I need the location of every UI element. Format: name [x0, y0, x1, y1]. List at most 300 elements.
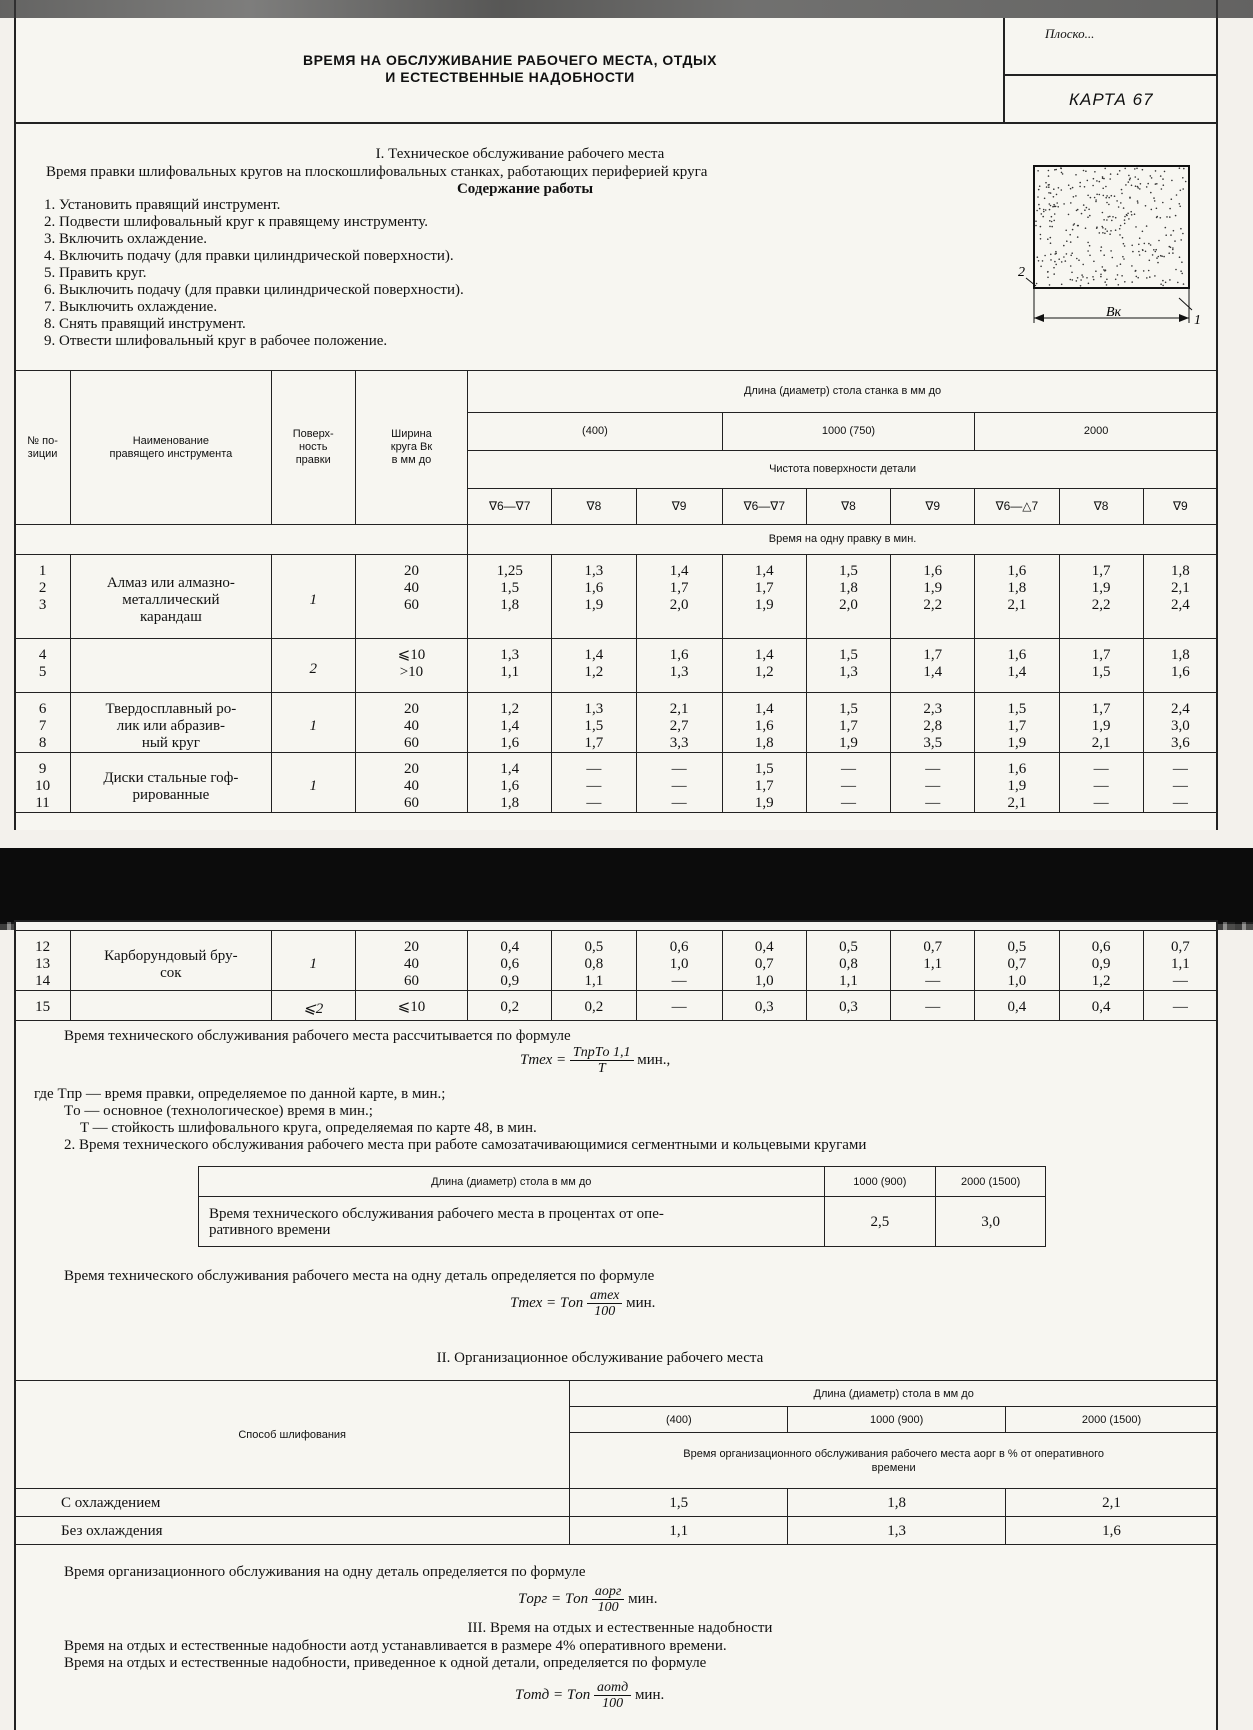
- abrasive-dot: [1038, 204, 1040, 206]
- col-position-header: № по- зиции: [15, 371, 71, 525]
- abrasive-dot: [1070, 188, 1072, 190]
- tool-name-cell: Твердосплавный ро- лик или абразив- ный круг: [71, 693, 272, 753]
- t3-col-2000: 2000 (1500): [1006, 1407, 1218, 1433]
- abrasive-dot: [1101, 226, 1103, 228]
- card-title-line1: ВРЕМЯ НА ОБСЛУЖИВАНИЕ РАБОЧЕГО МЕСТА, ОТДЫХ: [302, 52, 718, 68]
- abrasive-dot: [1055, 253, 1057, 255]
- abrasive-dot: [1103, 195, 1105, 197]
- time-value-cell: 0,7 1,1 —: [1143, 931, 1217, 991]
- abrasive-dot: [1115, 229, 1117, 231]
- surface-class-header: ∇8: [1059, 489, 1143, 525]
- abrasive-dot: [1180, 228, 1182, 230]
- card-corner-box: [1003, 18, 1216, 122]
- width-cell: 20 40 60: [355, 555, 467, 639]
- surface-class-header: ∇6—△7: [975, 489, 1059, 525]
- abrasive-dot: [1106, 284, 1108, 286]
- abrasive-dot: [1170, 234, 1172, 236]
- abrasive-dot: [1045, 182, 1047, 184]
- work-steps-list: [44, 197, 464, 350]
- abrasive-dot: [1119, 170, 1121, 172]
- abrasive-dot: [1038, 189, 1040, 191]
- section3-heading: III. Время на отдых и естественные надобности: [467, 1620, 773, 1636]
- t3-length-header: Длина (диаметр) стола в мм до: [570, 1381, 1218, 1407]
- abrasive-dot: [1166, 216, 1168, 218]
- formula3-fraction: [592, 1584, 624, 1615]
- abrasive-dot: [1054, 169, 1056, 171]
- abrasive-dot: [1180, 239, 1182, 241]
- formula3: [518, 1584, 657, 1615]
- t3-row-cooling-label: С охлаждением: [15, 1489, 570, 1517]
- length-group-header: 1000 (750): [722, 413, 975, 451]
- time-value-cell: 0,5 0,7 1,0: [975, 931, 1059, 991]
- abrasive-dot: [1105, 269, 1107, 271]
- abrasive-dot: [1155, 170, 1157, 172]
- abrasive-dot: [1160, 255, 1162, 257]
- col-surface-header: Поверх- ность правки: [271, 371, 355, 525]
- selfsharpening-table: [198, 1166, 1046, 1247]
- abrasive-dot: [1077, 225, 1079, 227]
- scan-top-edge: [0, 0, 1253, 18]
- abrasive-dot: [1040, 226, 1042, 228]
- abrasive-dot: [1090, 197, 1092, 199]
- abrasive-dot: [1136, 168, 1138, 170]
- abrasive-dot: [1070, 241, 1072, 243]
- abrasive-dot: [1053, 220, 1055, 222]
- abrasive-dot: [1089, 255, 1091, 257]
- abrasive-dot: [1035, 225, 1037, 227]
- table-row: [15, 639, 1218, 693]
- time-value-cell: — — —: [1059, 753, 1143, 813]
- abrasive-dot: [1047, 271, 1049, 273]
- abrasive-dot: [1128, 175, 1130, 177]
- abrasive-dot: [1121, 275, 1123, 277]
- work-step: 9. Отвести шлифовальный круг в рабочее положение.: [44, 333, 388, 349]
- abrasive-dot: [1102, 177, 1104, 179]
- abrasive-dot: [1143, 270, 1145, 272]
- abrasive-dot: [1089, 245, 1091, 247]
- abrasive-dot: [1142, 231, 1144, 233]
- abrasive-dot: [1153, 249, 1155, 251]
- abrasive-dot: [1050, 205, 1052, 207]
- abrasive-dot: [1171, 180, 1173, 182]
- abrasive-dot: [1123, 207, 1125, 209]
- table-row: [15, 693, 1218, 753]
- abrasive-dot: [1095, 270, 1097, 272]
- formula2-fraction: [587, 1288, 622, 1319]
- abrasive-dot: [1155, 251, 1157, 253]
- abrasive-dot: [1110, 173, 1112, 175]
- time-value-cell: 0,3: [722, 991, 806, 1021]
- abrasive-dot: [1056, 202, 1058, 204]
- abrasive-dot: [1119, 228, 1121, 230]
- abrasive-dot: [1079, 182, 1081, 184]
- abrasive-dot: [1053, 273, 1055, 275]
- abrasive-dot: [1156, 208, 1158, 210]
- abrasive-dot: [1161, 255, 1163, 257]
- abrasive-dot: [1072, 187, 1074, 189]
- time-value-cell: 1,6 1,4: [975, 639, 1059, 693]
- abrasive-dot: [1100, 276, 1102, 278]
- width-cell: 20 40 60: [355, 753, 467, 813]
- abrasive-dot: [1047, 238, 1049, 240]
- abrasive-dot: [1137, 202, 1139, 204]
- formula2-unit: мин.: [626, 1294, 656, 1311]
- abrasive-dot: [1131, 281, 1133, 283]
- abrasive-dot: [1111, 220, 1113, 222]
- abrasive-dot: [1124, 245, 1126, 247]
- table-row: [15, 991, 1218, 1021]
- abrasive-dot: [1040, 266, 1042, 268]
- abrasive-dot: [1084, 209, 1086, 211]
- time-value-cell: 1,5 1,7 1,9: [806, 693, 890, 753]
- abrasive-dot: [1156, 217, 1158, 219]
- abrasive-dot: [1049, 220, 1051, 222]
- time-value-cell: 1,4 1,7 1,9: [722, 555, 806, 639]
- formula4-fraction: [594, 1680, 631, 1711]
- abrasive-dot: [1137, 277, 1139, 279]
- time-value-cell: 1,3 1,1: [468, 639, 552, 693]
- abrasive-dot: [1088, 209, 1090, 211]
- abrasive-dot: [1150, 192, 1152, 194]
- abrasive-dot: [1175, 215, 1177, 217]
- time-value-cell: 0,5 0,8 1,1: [552, 931, 636, 991]
- abrasive-dot: [1068, 184, 1070, 186]
- abrasive-dot: [1129, 179, 1131, 181]
- time-value-cell: —: [1143, 991, 1217, 1021]
- abrasive-dot: [1135, 176, 1137, 178]
- t2-col-2000: 2000 (1500): [936, 1167, 1046, 1197]
- abrasive-dot: [1135, 185, 1137, 187]
- surface-class-header: ∇8: [552, 489, 636, 525]
- abrasive-dot: [1165, 282, 1167, 284]
- abrasive-dot: [1172, 252, 1174, 254]
- abrasive-dot: [1124, 219, 1126, 221]
- abrasive-dot: [1135, 270, 1137, 272]
- abrasive-dot: [1163, 184, 1165, 186]
- abrasive-dot: [1053, 188, 1055, 190]
- header-rule: [14, 122, 1218, 124]
- abrasive-dot: [1084, 186, 1086, 188]
- abrasive-dot: [1164, 171, 1166, 173]
- fig-label-1: 1: [1194, 313, 1201, 328]
- abrasive-dot: [1112, 257, 1114, 259]
- time-value-cell: 1,7 1,5: [1059, 639, 1143, 693]
- abrasive-dot: [1102, 266, 1104, 268]
- time-value-cell: 0,2: [552, 991, 636, 1021]
- t3-cooling-2000: 2,1: [1006, 1489, 1218, 1517]
- formula3-unit: мин.: [628, 1590, 658, 1607]
- abrasive-dot: [1114, 195, 1116, 197]
- abrasive-dot: [1112, 216, 1114, 218]
- abrasive-dot: [1078, 259, 1080, 261]
- abrasive-dot: [1151, 209, 1153, 211]
- abrasive-dot: [1161, 188, 1163, 190]
- abrasive-dot: [1055, 251, 1057, 253]
- abrasive-dot: [1049, 284, 1051, 286]
- time-value-cell: 0,7 1,1 —: [891, 931, 975, 991]
- work-step: 1. Установить правящий инструмент.: [44, 197, 281, 213]
- time-value-cell: 1,3 1,6 1,9: [552, 555, 636, 639]
- abrasive-dot: [1174, 240, 1176, 242]
- tool-name-cell: Диски стальные гоф- рированные: [71, 753, 272, 813]
- t2-col-1000: 1000 (900): [824, 1167, 936, 1197]
- abrasive-dot: [1169, 279, 1171, 281]
- abrasive-dot: [1061, 284, 1063, 286]
- abrasive-dot: [1037, 170, 1039, 172]
- tool-name-cell: Алмаз или алмазно- металлический карандаш: [71, 555, 272, 639]
- surface-class-header: ∇9: [636, 489, 722, 525]
- abrasive-dot: [1051, 221, 1053, 223]
- abrasive-dot: [1145, 205, 1147, 207]
- abrasive-dot: [1042, 216, 1044, 218]
- abrasive-dot: [1039, 185, 1041, 187]
- abrasive-dot: [1185, 181, 1187, 183]
- abrasive-dot: [1044, 198, 1046, 200]
- formula4: [515, 1680, 664, 1711]
- abrasive-dot: [1088, 283, 1090, 285]
- abrasive-dot: [1105, 228, 1107, 230]
- abrasive-dot: [1048, 186, 1050, 188]
- abrasive-dot: [1155, 183, 1157, 185]
- abrasive-dot: [1063, 245, 1065, 247]
- t3-nocooling-1000: 1,3: [788, 1517, 1006, 1545]
- position-cell: 9 10 11: [15, 753, 71, 813]
- abrasive-dot: [1118, 284, 1120, 286]
- abrasive-dot: [1060, 168, 1062, 170]
- abrasive-dot: [1037, 196, 1039, 198]
- t3-nocooling-400: 1,1: [570, 1517, 788, 1545]
- abrasive-dot: [1147, 183, 1149, 185]
- abrasive-dot: [1072, 279, 1074, 281]
- abrasive-dot: [1179, 256, 1181, 258]
- abrasive-dot: [1070, 202, 1072, 204]
- abrasive-dot: [1039, 208, 1041, 210]
- section2-heading: II. Организационное обслуживание рабочего места: [436, 1350, 764, 1366]
- abrasive-dot: [1103, 178, 1105, 180]
- time-value-cell: 1,6 1,8 2,1: [975, 555, 1059, 639]
- abrasive-dot: [1137, 187, 1139, 189]
- t3-col-400: (400): [570, 1407, 788, 1433]
- abrasive-dot: [1077, 236, 1079, 238]
- time-value-cell: 1,7 1,9 2,1: [1059, 693, 1143, 753]
- abrasive-dot: [1093, 178, 1095, 180]
- abrasive-dot: [1156, 257, 1158, 259]
- abrasive-dot: [1109, 216, 1111, 218]
- abrasive-dot: [1158, 240, 1160, 242]
- abrasive-dot: [1036, 210, 1038, 212]
- abrasive-dot: [1160, 283, 1162, 285]
- time-value-cell: 0,4 0,6 0,9: [468, 931, 552, 991]
- abrasive-dot: [1117, 274, 1119, 276]
- t2-row-label: Время технического обслуживания рабочего места в процентах от опе- ративного времени: [199, 1197, 825, 1247]
- time-value-cell: 1,3 1,5 1,7: [552, 693, 636, 753]
- surface-cell: 1: [271, 555, 355, 639]
- abrasive-dot: [1123, 258, 1125, 260]
- abrasive-dot: [1181, 273, 1183, 275]
- abrasive-dot: [1102, 232, 1104, 234]
- t2-val-1000: 2,5: [824, 1197, 936, 1247]
- abrasive-dot: [1053, 196, 1055, 198]
- abrasive-dot: [1086, 277, 1088, 279]
- abrasive-dot: [1095, 199, 1097, 201]
- abrasive-dot: [1073, 196, 1075, 198]
- abrasive-dot: [1179, 203, 1181, 205]
- formula2-den: 100: [594, 1304, 616, 1319]
- abrasive-dot: [1038, 260, 1040, 262]
- abrasive-dot: [1110, 250, 1112, 252]
- abrasive-dot: [1099, 232, 1101, 234]
- formula1-num: TпрTо 1,1: [570, 1045, 634, 1061]
- formula3-num: aорг: [592, 1584, 624, 1600]
- abrasive-dot: [1181, 261, 1183, 263]
- abrasive-dot: [1105, 186, 1107, 188]
- abrasive-dot: [1125, 184, 1127, 186]
- abrasive-dot: [1154, 275, 1156, 277]
- abrasive-dot: [1070, 265, 1072, 267]
- formula4-den: 100: [602, 1696, 624, 1711]
- abrasive-dot: [1154, 200, 1156, 202]
- abrasive-dot: [1122, 256, 1124, 258]
- abrasive-dot: [1035, 220, 1037, 222]
- abrasive-dot: [1087, 216, 1089, 218]
- abrasive-dot: [1080, 285, 1082, 287]
- abrasive-dot: [1169, 216, 1171, 218]
- surface-cell: 1: [271, 753, 355, 813]
- abrasive-dot: [1079, 186, 1081, 188]
- purity-header: Чистота поверхности детали: [468, 451, 1218, 489]
- abrasive-dot: [1106, 202, 1108, 204]
- abrasive-dot: [1046, 186, 1048, 188]
- abrasive-dot: [1148, 243, 1150, 245]
- abrasive-dot: [1109, 178, 1111, 180]
- abrasive-dot: [1131, 245, 1133, 247]
- abrasive-dot: [1049, 226, 1051, 228]
- time-value-cell: 0,6 1,0 —: [636, 931, 722, 991]
- abrasive-dot: [1093, 261, 1095, 263]
- work-step: 3. Включить охлаждение.: [44, 231, 208, 247]
- abrasive-dot: [1050, 242, 1052, 244]
- formula1-where2: Tо — основное (технологическое) время в мин.;: [64, 1103, 373, 1119]
- abrasive-dot: [1151, 177, 1153, 179]
- abrasive-dot: [1160, 217, 1162, 219]
- abrasive-dot: [1173, 230, 1175, 232]
- abrasive-dot: [1089, 215, 1091, 217]
- section3-line1: Время на отдых и естественные надобности aотд устанавливается в размере 4% оперативного времени.: [64, 1638, 727, 1654]
- time-value-cell: 0,5 0,8 1,1: [806, 931, 890, 991]
- abrasive-dot: [1175, 269, 1177, 271]
- abrasive-dot: [1126, 214, 1128, 216]
- abrasive-dot: [1106, 230, 1108, 232]
- formula1-unit: мин.,: [637, 1051, 671, 1068]
- abrasive-dot: [1124, 223, 1126, 225]
- abrasive-dot: [1085, 227, 1087, 229]
- time-value-cell: 1,4 1,6 1,8: [722, 693, 806, 753]
- abrasive-dot: [1071, 272, 1073, 274]
- formula4-unit: мин.: [634, 1686, 665, 1703]
- abrasive-dot: [1142, 169, 1144, 171]
- abrasive-dot: [1108, 197, 1110, 199]
- abrasive-dot: [1040, 238, 1042, 240]
- abrasive-dot: [1072, 229, 1074, 231]
- abrasive-dot: [1169, 246, 1171, 248]
- time-unit-header: Время на одну правку в мин.: [468, 525, 1218, 555]
- position-cell: 4 5: [15, 639, 71, 693]
- length-group-header: (400): [468, 413, 723, 451]
- time-value-cell: 1,4 1,6 1,8: [468, 753, 552, 813]
- abrasive-dot: [1137, 178, 1139, 180]
- abrasive-dot: [1182, 188, 1184, 190]
- abrasive-dot: [1061, 172, 1063, 174]
- time-value-cell: 1,5 1,7 1,9: [975, 693, 1059, 753]
- abrasive-dot: [1063, 203, 1065, 205]
- work-step: 5. Править круг.: [44, 265, 147, 281]
- abrasive-dot: [1096, 226, 1098, 228]
- t3-row-nocooling-label: Без охлаждения: [15, 1517, 570, 1545]
- abrasive-dot: [1099, 194, 1101, 196]
- formula1-fraction: [570, 1045, 634, 1076]
- card-title: [210, 52, 810, 86]
- abrasive-dot: [1124, 168, 1126, 170]
- abrasive-dot: [1158, 256, 1160, 258]
- position-cell: 12 13 14: [15, 931, 71, 991]
- abrasive-dot: [1145, 251, 1147, 253]
- work-step: 8. Снять правящий инструмент.: [44, 316, 246, 332]
- position-cell: 15: [15, 991, 71, 1021]
- formula4-lhs: Tотд = Tоп: [515, 1686, 591, 1703]
- abrasive-dot: [1061, 261, 1063, 263]
- time-value-cell: — — —: [1143, 753, 1217, 813]
- abrasive-dot: [1163, 256, 1165, 258]
- tool-name-cell: [71, 639, 272, 693]
- abrasive-dot: [1062, 173, 1064, 175]
- abrasive-dot: [1057, 206, 1059, 208]
- item2-text: 2. Время технического обслуживания рабочего места при работе самозатачивающимися сегментными и кольцевыми кругами: [64, 1137, 867, 1153]
- abrasive-dot: [1119, 234, 1121, 236]
- abrasive-dot: [1075, 174, 1077, 176]
- abrasive-dot: [1131, 214, 1133, 216]
- abrasive-dot: [1092, 276, 1094, 278]
- abrasive-dot: [1063, 256, 1065, 258]
- abrasive-dot: [1165, 227, 1167, 229]
- abrasive-dot: [1144, 243, 1146, 245]
- formula1-intro: Время технического обслуживания рабочего места рассчитывается по формуле: [64, 1028, 571, 1044]
- abrasive-dot: [1048, 192, 1050, 194]
- abrasive-dot: [1118, 206, 1120, 208]
- abrasive-dot: [1138, 244, 1140, 246]
- abrasive-dot: [1165, 234, 1167, 236]
- abrasive-dot: [1082, 264, 1084, 266]
- grinding-wheel-figure: [1014, 158, 1204, 333]
- time-value-cell: 2,1 2,7 3,3: [636, 693, 722, 753]
- abrasive-dot: [1058, 258, 1060, 260]
- abrasive-dot: [1146, 186, 1148, 188]
- abrasive-dot: [1129, 177, 1131, 179]
- abrasive-dot: [1094, 197, 1096, 199]
- formula4-num: aотд: [594, 1680, 631, 1696]
- org-service-table: [14, 1380, 1218, 1545]
- position-cell: 1 2 3: [15, 555, 71, 639]
- abrasive-dot: [1130, 211, 1132, 213]
- table-length-header: Длина (диаметр) стола станка в мм до: [468, 371, 1218, 413]
- col-tool-header: Наименование правящего инструмента: [71, 371, 272, 525]
- abrasive-dot: [1065, 230, 1067, 232]
- abrasive-dot: [1146, 225, 1148, 227]
- abrasive-dot: [1083, 204, 1085, 206]
- surface-cell: ⩽2: [271, 991, 355, 1021]
- abrasive-dot: [1137, 200, 1139, 202]
- abrasive-dot: [1157, 262, 1159, 264]
- abrasive-dot: [1150, 244, 1152, 246]
